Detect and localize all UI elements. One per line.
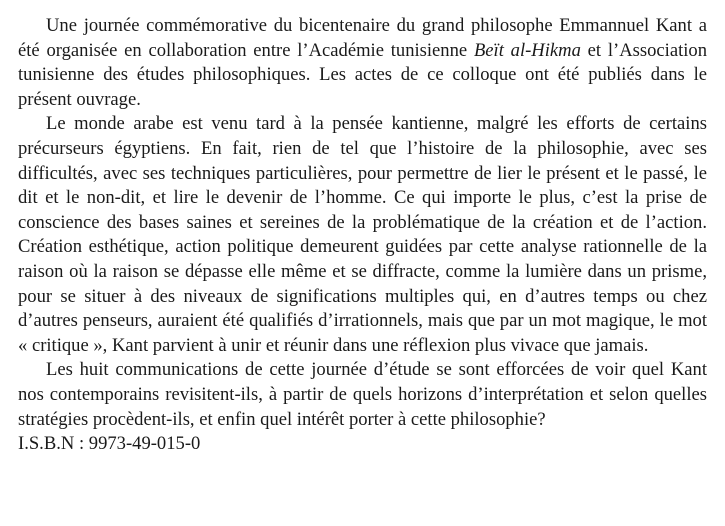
academy-name-italic: Beït al-Hikma	[473, 39, 581, 61]
paragraph-arab-world: Le monde arabe est venu tard à la pensée kantienne, malgré les efforts de certains précurseurs égyptiens. En fait, rien de tel que l’histoire de la philosophie, avec ses difficultés, avec ses techniques particulières, pour permettre de lier le présent et le passé, le dit et le non-dit, et lire le devenir de l’homme. Ce qui importe le plus, c’est la prise de conscience des bases saines et sereines de la problématique de la création et de l’action. Création esthétique, action politique demeurent guidées par cette analyse rationnelle de la raison où la raison se dépasse elle même et se diffracte, comme la lumière dans un prisme, pour se situer à des niveaux de significations multiples qui, en d’autres temps ou chez d’autres penseurs, auraient été qualifiés d’irrationnels, mais que par un mot magique, le mot « critique », Kant parvient à unir et réunir dans une réflexion plus vivace que jamais.	[18, 113, 707, 356]
paragraph-intro-text-after: et l’Association tunisienne des études philosophiques. Les actes de ce colloque ont été publiés dans le présent ouvrage.	[18, 39, 708, 110]
paragraph-intro	[18, 14, 707, 112]
paragraph-intro-text-before: Une journée commémorative du bicentenaire du grand philosophe Emmannuel Kant a été organisée en collaboration entre l’Académie tunisienne	[18, 15, 707, 61]
isbn-line: I.S.B.N : 9973-49-015-0	[18, 433, 201, 455]
paragraph-communications: Les huit communications de cette journée d’étude se sont efforcées de voir quel Kant nos contemporains revisitent-ils, à partir de quels horizons d’interprétation et selon quelles stratégies procèdent-ils, et enfin quel intérêt porter à cette philosophie?	[18, 359, 707, 430]
